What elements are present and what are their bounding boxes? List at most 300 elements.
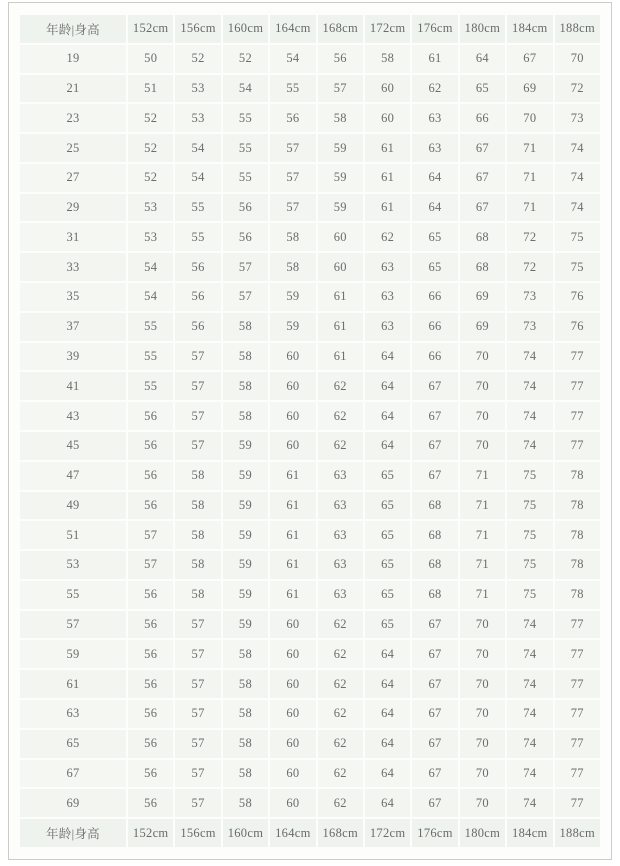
table-row (20, 521, 600, 549)
value-cell: 63 (365, 283, 410, 311)
table-row (20, 194, 600, 222)
value-cell: 64 (365, 402, 410, 430)
value-cell: 60 (270, 700, 315, 728)
value-cell: 67 (460, 164, 505, 192)
value-cell: 74 (507, 343, 552, 371)
value-cell: 58 (223, 402, 268, 430)
value-cell: 67 (412, 700, 457, 728)
table-row (20, 611, 600, 639)
table-row (20, 164, 600, 192)
height-header-cell: 184cm (507, 15, 552, 43)
height-header-cell: 168cm (318, 15, 363, 43)
age-height-footer-cell: 年龄|身高 (20, 819, 126, 847)
table-row (20, 760, 600, 788)
value-cell: 56 (128, 432, 173, 460)
value-cell: 69 (507, 75, 552, 103)
value-cell: 72 (507, 223, 552, 251)
value-cell: 59 (270, 283, 315, 311)
value-cell: 62 (318, 670, 363, 698)
age-cell: 67 (20, 760, 126, 788)
value-cell: 55 (223, 164, 268, 192)
value-cell: 62 (318, 789, 363, 817)
value-cell: 61 (412, 45, 457, 73)
value-cell: 70 (460, 730, 505, 758)
value-cell: 56 (128, 640, 173, 668)
value-cell: 67 (460, 194, 505, 222)
height-footer-cell: 180cm (460, 819, 505, 847)
value-cell: 57 (175, 432, 220, 460)
table-row (20, 223, 600, 251)
value-cell: 75 (555, 253, 600, 281)
value-cell: 66 (412, 313, 457, 341)
value-cell: 64 (365, 670, 410, 698)
value-cell: 57 (270, 164, 315, 192)
value-cell: 62 (318, 730, 363, 758)
table-row (20, 134, 600, 162)
value-cell: 56 (128, 760, 173, 788)
footer-row (20, 819, 600, 847)
value-cell: 57 (318, 75, 363, 103)
value-cell: 61 (318, 283, 363, 311)
value-cell: 59 (223, 521, 268, 549)
value-cell: 71 (507, 164, 552, 192)
table-row (20, 372, 600, 400)
value-cell: 77 (555, 700, 600, 728)
value-cell: 70 (460, 789, 505, 817)
value-cell: 67 (412, 611, 457, 639)
value-cell: 74 (507, 730, 552, 758)
value-cell: 71 (460, 581, 505, 609)
value-cell: 70 (460, 611, 505, 639)
value-cell: 59 (223, 611, 268, 639)
value-cell: 69 (460, 313, 505, 341)
age-cell: 55 (20, 581, 126, 609)
value-cell: 60 (318, 223, 363, 251)
value-cell: 67 (412, 760, 457, 788)
value-cell: 57 (175, 402, 220, 430)
size-table (18, 13, 602, 849)
table-row (20, 670, 600, 698)
age-cell: 43 (20, 402, 126, 430)
age-cell: 31 (20, 223, 126, 251)
value-cell: 70 (460, 640, 505, 668)
height-footer-cell: 152cm (128, 819, 173, 847)
value-cell: 52 (175, 45, 220, 73)
value-cell: 77 (555, 402, 600, 430)
value-cell: 56 (128, 492, 173, 520)
value-cell: 71 (460, 462, 505, 490)
value-cell: 77 (555, 789, 600, 817)
table-row (20, 402, 600, 430)
value-cell: 58 (270, 253, 315, 281)
value-cell: 65 (365, 462, 410, 490)
value-cell: 64 (365, 640, 410, 668)
value-cell: 74 (507, 700, 552, 728)
value-cell: 72 (555, 75, 600, 103)
value-cell: 59 (223, 492, 268, 520)
value-cell: 75 (507, 492, 552, 520)
value-cell: 74 (555, 164, 600, 192)
value-cell: 56 (318, 45, 363, 73)
value-cell: 58 (175, 551, 220, 579)
value-cell: 74 (507, 760, 552, 788)
value-cell: 53 (175, 75, 220, 103)
header-row (20, 15, 600, 43)
value-cell: 54 (128, 283, 173, 311)
value-cell: 56 (128, 730, 173, 758)
value-cell: 57 (223, 283, 268, 311)
value-cell: 68 (412, 492, 457, 520)
value-cell: 71 (460, 492, 505, 520)
value-cell: 55 (223, 104, 268, 132)
value-cell: 60 (270, 670, 315, 698)
age-cell: 47 (20, 462, 126, 490)
value-cell: 77 (555, 760, 600, 788)
value-cell: 74 (555, 134, 600, 162)
age-cell: 23 (20, 104, 126, 132)
value-cell: 62 (318, 372, 363, 400)
value-cell: 71 (460, 551, 505, 579)
table-row (20, 253, 600, 281)
value-cell: 78 (555, 462, 600, 490)
value-cell: 60 (365, 104, 410, 132)
table-row (20, 75, 600, 103)
value-cell: 61 (318, 343, 363, 371)
value-cell: 61 (270, 521, 315, 549)
height-header-cell: 172cm (365, 15, 410, 43)
value-cell: 69 (460, 283, 505, 311)
value-cell: 55 (128, 372, 173, 400)
value-cell: 50 (128, 45, 173, 73)
height-header-cell: 152cm (128, 15, 173, 43)
value-cell: 75 (507, 462, 552, 490)
value-cell: 77 (555, 372, 600, 400)
age-height-header-cell: 年龄|身高 (20, 15, 126, 43)
value-cell: 54 (270, 45, 315, 73)
value-cell: 57 (270, 134, 315, 162)
age-cell: 61 (20, 670, 126, 698)
value-cell: 68 (412, 551, 457, 579)
value-cell: 66 (412, 283, 457, 311)
value-cell: 71 (507, 194, 552, 222)
value-cell: 58 (223, 789, 268, 817)
age-cell: 59 (20, 640, 126, 668)
value-cell: 65 (412, 253, 457, 281)
age-cell: 57 (20, 611, 126, 639)
value-cell: 52 (223, 45, 268, 73)
value-cell: 64 (365, 432, 410, 460)
value-cell: 56 (270, 104, 315, 132)
height-header-cell: 188cm (555, 15, 600, 43)
value-cell: 54 (223, 75, 268, 103)
value-cell: 73 (507, 313, 552, 341)
table-row (20, 700, 600, 728)
value-cell: 61 (365, 194, 410, 222)
value-cell: 73 (507, 283, 552, 311)
value-cell: 62 (318, 432, 363, 460)
value-cell: 58 (223, 640, 268, 668)
value-cell: 66 (412, 343, 457, 371)
value-cell: 63 (318, 581, 363, 609)
table-row (20, 45, 600, 73)
value-cell: 74 (507, 670, 552, 698)
value-cell: 59 (318, 194, 363, 222)
value-cell: 65 (365, 521, 410, 549)
age-cell: 39 (20, 343, 126, 371)
table-row (20, 492, 600, 520)
value-cell: 62 (412, 75, 457, 103)
value-cell: 62 (318, 402, 363, 430)
value-cell: 72 (507, 253, 552, 281)
value-cell: 64 (412, 164, 457, 192)
value-cell: 70 (460, 432, 505, 460)
value-cell: 68 (412, 581, 457, 609)
age-cell: 51 (20, 521, 126, 549)
age-cell: 35 (20, 283, 126, 311)
value-cell: 58 (365, 45, 410, 73)
size-table-body (20, 15, 600, 847)
value-cell: 78 (555, 492, 600, 520)
age-cell: 37 (20, 313, 126, 341)
value-cell: 77 (555, 432, 600, 460)
value-cell: 58 (223, 343, 268, 371)
value-cell: 78 (555, 551, 600, 579)
value-cell: 58 (223, 700, 268, 728)
value-cell: 61 (365, 164, 410, 192)
value-cell: 60 (270, 432, 315, 460)
height-footer-cell: 184cm (507, 819, 552, 847)
value-cell: 77 (555, 730, 600, 758)
value-cell: 59 (270, 313, 315, 341)
value-cell: 57 (270, 194, 315, 222)
value-cell: 54 (128, 253, 173, 281)
value-cell: 67 (412, 730, 457, 758)
value-cell: 74 (507, 789, 552, 817)
value-cell: 58 (223, 730, 268, 758)
value-cell: 65 (365, 581, 410, 609)
value-cell: 68 (460, 223, 505, 251)
value-cell: 58 (223, 760, 268, 788)
value-cell: 56 (128, 700, 173, 728)
age-cell: 25 (20, 134, 126, 162)
value-cell: 65 (365, 611, 410, 639)
value-cell: 67 (412, 432, 457, 460)
value-cell: 75 (507, 521, 552, 549)
value-cell: 74 (507, 402, 552, 430)
age-cell: 69 (20, 789, 126, 817)
age-cell: 21 (20, 75, 126, 103)
value-cell: 55 (175, 194, 220, 222)
value-cell: 57 (175, 789, 220, 817)
value-cell: 63 (412, 134, 457, 162)
height-footer-cell: 176cm (412, 819, 457, 847)
value-cell: 55 (175, 223, 220, 251)
value-cell: 63 (318, 521, 363, 549)
age-cell: 27 (20, 164, 126, 192)
height-footer-cell: 156cm (175, 819, 220, 847)
value-cell: 74 (555, 194, 600, 222)
value-cell: 62 (318, 700, 363, 728)
value-cell: 59 (318, 164, 363, 192)
value-cell: 67 (412, 670, 457, 698)
value-cell: 57 (223, 253, 268, 281)
value-cell: 74 (507, 432, 552, 460)
value-cell: 51 (128, 75, 173, 103)
value-cell: 70 (507, 104, 552, 132)
value-cell: 75 (507, 581, 552, 609)
value-cell: 60 (270, 730, 315, 758)
value-cell: 70 (460, 372, 505, 400)
value-cell: 70 (460, 700, 505, 728)
value-cell: 62 (318, 611, 363, 639)
value-cell: 52 (128, 104, 173, 132)
value-cell: 61 (270, 462, 315, 490)
value-cell: 60 (270, 611, 315, 639)
height-footer-cell: 172cm (365, 819, 410, 847)
age-cell: 33 (20, 253, 126, 281)
table-row (20, 730, 600, 758)
age-cell: 53 (20, 551, 126, 579)
age-cell: 19 (20, 45, 126, 73)
value-cell: 57 (175, 730, 220, 758)
value-cell: 57 (175, 343, 220, 371)
value-cell: 60 (270, 343, 315, 371)
value-cell: 58 (175, 462, 220, 490)
age-cell: 45 (20, 432, 126, 460)
value-cell: 77 (555, 611, 600, 639)
value-cell: 56 (128, 611, 173, 639)
table-row (20, 789, 600, 817)
value-cell: 77 (555, 640, 600, 668)
value-cell: 64 (365, 372, 410, 400)
value-cell: 58 (223, 372, 268, 400)
value-cell: 57 (175, 760, 220, 788)
value-cell: 58 (175, 521, 220, 549)
value-cell: 67 (460, 134, 505, 162)
value-cell: 60 (318, 253, 363, 281)
value-cell: 77 (555, 670, 600, 698)
height-header-cell: 160cm (223, 15, 268, 43)
value-cell: 56 (175, 313, 220, 341)
value-cell: 67 (412, 402, 457, 430)
value-cell: 66 (460, 104, 505, 132)
value-cell: 54 (175, 164, 220, 192)
age-cell: 49 (20, 492, 126, 520)
value-cell: 78 (555, 521, 600, 549)
value-cell: 75 (555, 223, 600, 251)
value-cell: 71 (507, 134, 552, 162)
value-cell: 67 (412, 372, 457, 400)
value-cell: 77 (555, 343, 600, 371)
height-header-cell: 176cm (412, 15, 457, 43)
value-cell: 57 (175, 372, 220, 400)
value-cell: 61 (318, 313, 363, 341)
value-cell: 56 (128, 581, 173, 609)
value-cell: 60 (270, 372, 315, 400)
value-cell: 65 (412, 223, 457, 251)
value-cell: 62 (318, 760, 363, 788)
value-cell: 55 (128, 343, 173, 371)
value-cell: 74 (507, 640, 552, 668)
value-cell: 56 (128, 462, 173, 490)
value-cell: 68 (460, 253, 505, 281)
value-cell: 56 (128, 789, 173, 817)
value-cell: 61 (270, 492, 315, 520)
table-row (20, 462, 600, 490)
value-cell: 53 (175, 104, 220, 132)
value-cell: 76 (555, 313, 600, 341)
value-cell: 73 (555, 104, 600, 132)
value-cell: 63 (318, 492, 363, 520)
value-cell: 56 (128, 670, 173, 698)
value-cell: 74 (507, 372, 552, 400)
value-cell: 56 (223, 223, 268, 251)
table-row (20, 432, 600, 460)
value-cell: 61 (270, 581, 315, 609)
value-cell: 59 (318, 134, 363, 162)
value-cell: 57 (175, 700, 220, 728)
height-header-cell: 164cm (270, 15, 315, 43)
value-cell: 64 (412, 194, 457, 222)
value-cell: 64 (365, 700, 410, 728)
value-cell: 70 (460, 402, 505, 430)
value-cell: 55 (128, 313, 173, 341)
value-cell: 70 (460, 343, 505, 371)
value-cell: 67 (412, 462, 457, 490)
height-footer-cell: 188cm (555, 819, 600, 847)
value-cell: 65 (460, 75, 505, 103)
value-cell: 67 (412, 789, 457, 817)
value-cell: 62 (365, 223, 410, 251)
value-cell: 57 (175, 640, 220, 668)
value-cell: 68 (412, 521, 457, 549)
value-cell: 57 (175, 670, 220, 698)
value-cell: 64 (365, 760, 410, 788)
value-cell: 58 (318, 104, 363, 132)
age-cell: 29 (20, 194, 126, 222)
value-cell: 55 (223, 134, 268, 162)
value-cell: 54 (175, 134, 220, 162)
table-row (20, 581, 600, 609)
value-cell: 59 (223, 462, 268, 490)
value-cell: 56 (223, 194, 268, 222)
value-cell: 58 (175, 581, 220, 609)
value-cell: 65 (365, 492, 410, 520)
value-cell: 59 (223, 551, 268, 579)
value-cell: 64 (365, 343, 410, 371)
value-cell: 67 (412, 640, 457, 668)
value-cell: 52 (128, 134, 173, 162)
value-cell: 64 (460, 45, 505, 73)
value-cell: 53 (128, 194, 173, 222)
value-cell: 56 (175, 283, 220, 311)
height-header-cell: 156cm (175, 15, 220, 43)
value-cell: 63 (318, 462, 363, 490)
value-cell: 58 (270, 223, 315, 251)
value-cell: 58 (175, 492, 220, 520)
value-cell: 70 (555, 45, 600, 73)
table-row (20, 343, 600, 371)
value-cell: 64 (365, 789, 410, 817)
value-cell: 70 (460, 760, 505, 788)
value-cell: 60 (270, 789, 315, 817)
value-cell: 67 (507, 45, 552, 73)
value-cell: 58 (223, 313, 268, 341)
height-footer-cell: 164cm (270, 819, 315, 847)
value-cell: 74 (507, 611, 552, 639)
value-cell: 61 (365, 134, 410, 162)
value-cell: 57 (128, 521, 173, 549)
